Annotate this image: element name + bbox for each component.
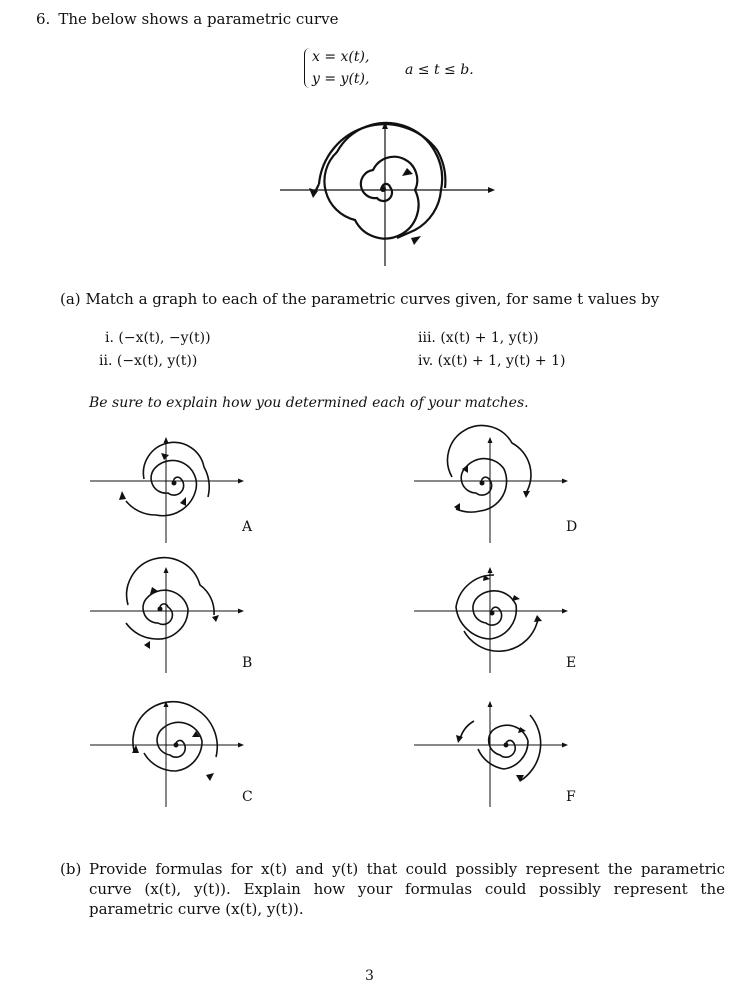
question-intro: The below shows a parametric curve (58, 10, 339, 28)
part-a-tag: (a) (60, 290, 81, 308)
graph-c (88, 700, 248, 810)
graph-label-c: C (242, 789, 253, 805)
system-line-y: y = y(t), (312, 71, 370, 87)
arrow-head (402, 168, 413, 176)
graph-label-b: B (242, 655, 253, 671)
graph-label-a: A (242, 519, 253, 535)
parameter-range: a ≤ t ≤ b. (405, 62, 474, 78)
part-b-text: Provide formulas for x(t) and y(t) that could possibly represent the parametric curve (x(t), y(t)). Explain how your formulas could possibly represent the parametric curve (x(t), y(t)). (89, 860, 725, 918)
main-spiral-figure (275, 118, 495, 268)
option-label: ii. (99, 353, 113, 369)
part-b-tag: (b) (60, 860, 82, 878)
option-expression: (x(t) + 1, y(t) + 1) (437, 353, 566, 369)
parametric-system (312, 46, 369, 90)
option-iii (418, 330, 539, 346)
system-line-x: x = x(t), (312, 49, 370, 65)
option-label: iii. (418, 330, 436, 346)
option-i (105, 330, 211, 346)
graph-a (88, 436, 248, 546)
option-expression: (x(t) + 1, y(t)) (440, 330, 539, 346)
option-expression: (−x(t), y(t)) (116, 353, 198, 369)
part-a-text: Match a graph to each of the parametric curves given, for same t values by (85, 290, 660, 308)
graph-label-f: F (566, 789, 576, 805)
graph-f (412, 700, 572, 810)
option-label: iv. (418, 353, 434, 369)
part-b-prompt (60, 859, 725, 919)
graph-d (412, 436, 572, 546)
system-brace (304, 48, 312, 88)
page-number: 3 (365, 968, 374, 984)
arrow-head (411, 236, 421, 245)
option-iv (418, 353, 565, 369)
graph-label-d: D (566, 519, 578, 535)
part-a-prompt (60, 290, 659, 308)
graph-b (88, 566, 248, 676)
question-number: 6. (36, 10, 51, 28)
option-ii (99, 353, 197, 369)
option-expression: (−x(t), −y(t)) (118, 330, 211, 346)
graph-label-e: E (566, 655, 577, 671)
explain-instruction: Be sure to explain how you determined each of your matches. (89, 395, 529, 411)
option-label: i. (105, 330, 114, 346)
graph-e (412, 566, 572, 676)
question-heading (36, 10, 338, 28)
